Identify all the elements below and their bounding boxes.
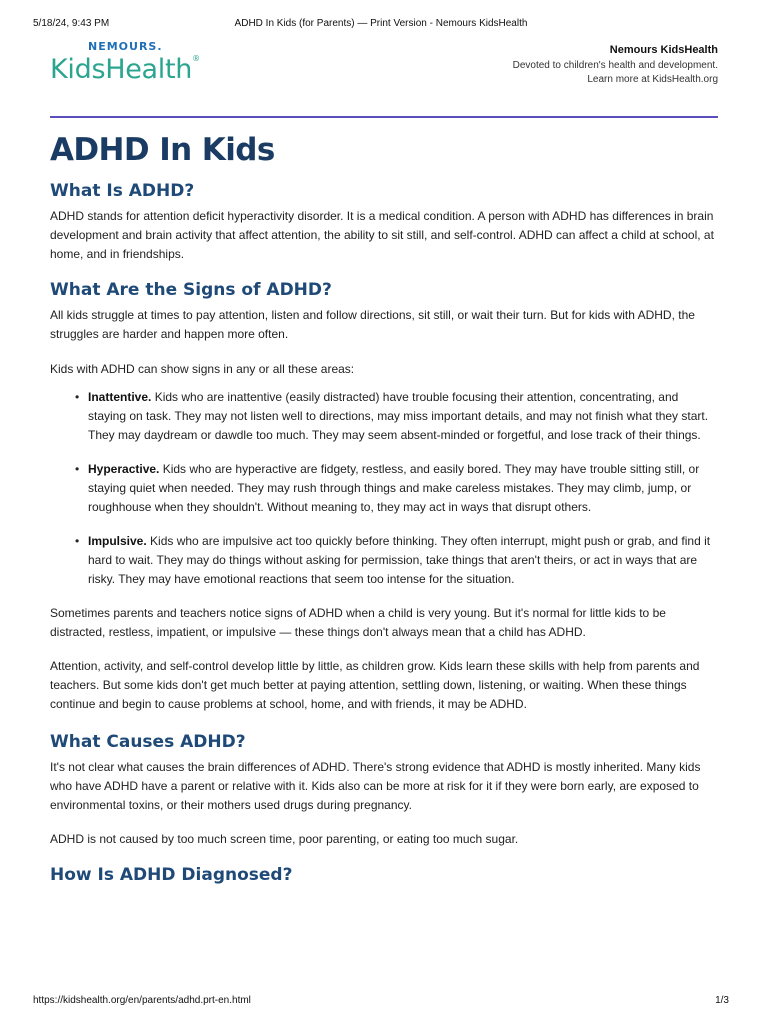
kidshealth-logo[interactable] (50, 40, 220, 90)
paragraph-development: Attention, activity, and self-control develop little by little, as children grow. Kids learn these skills with help from parents and teachers. But some kids don't get much better at paying attention, settling down, listening, or waiting. When these things continue and begin to cause problems at school, home, and with friends, it may be ADHD. (50, 659, 700, 711)
print-url[interactable]: https://kidshealth.org/en/parents/adhd.prt-en.html (33, 995, 251, 1006)
print-title: ADHD In Kids (for Parents) — Print Version - Nemours KidsHealth (234, 18, 528, 29)
sign-term: Hyperactive. (88, 462, 160, 476)
sign-text: Kids who are impulsive act too quickly before thinking. They often interrupt, might push or grab, and find it hard to wait. They may do things without asking for permission, take things that aren't theirs, or act in ways that are risky. They may have emotional reactions that seem too intense for the situation. (88, 534, 711, 586)
header-divider (50, 116, 718, 118)
paragraph-causes: It's not clear what causes the brain differences of ADHD. There's strong evidence that ADHD is mostly inherited. Many kids who have ADHD have a parent or relative with it. Kids also can be more at risk for it if they were born early, are exposed to environmental toxins, or their mothers used drugs during pregnancy. (50, 760, 701, 812)
logo-main-word: KidsHealth (50, 54, 193, 85)
page-title: ADHD In Kids (50, 132, 275, 168)
bullet-icon: • (75, 534, 80, 548)
bullet-icon: • (75, 462, 80, 476)
brand-tagline (513, 43, 718, 87)
section-heading-diagnosed: How Is ADHD Diagnosed? (50, 865, 293, 885)
article-body (50, 127, 716, 887)
sign-term: Impulsive. (88, 534, 147, 548)
print-page-number: 1/3 (715, 995, 729, 1006)
logo-kidshealth-text (50, 54, 200, 85)
print-header (33, 18, 729, 32)
sign-text: Kids who are inattentive (easily distracted) have trouble focusing their attention, concentrating, and staying on task. They may not listen well to directions, may miss important details, and may not finish what they start. They may daydream or dawdle too much. They may seem absent-minded or forgetful, and lose track of their things. (88, 390, 709, 442)
sign-text: Kids who are hyperactive are fidgety, restless, and easily bored. They may have trouble sitting still, or staying quiet when needed. They may rush through things and make careless mistakes. They may climb, jump, or roughhouse when they shouldn't. Without meaning to, they may act in ways that disrupt others. (88, 462, 700, 514)
list-item-impulsive (75, 532, 716, 589)
tagline-line-2: Learn more at KidsHealth.org (587, 74, 718, 85)
paragraph-signs-intro: All kids struggle at times to pay attention, listen and follow directions, sit still, or wait their turn. But for kids with ADHD, the struggles are harder and happen more often. (50, 308, 695, 341)
paragraph-not-caused-by: ADHD is not caused by too much screen time, poor parenting, or eating too much sugar. (50, 832, 519, 846)
section-heading-causes: What Causes ADHD? (50, 732, 246, 752)
sign-term: Inattentive. (88, 390, 152, 404)
print-footer (33, 995, 729, 1009)
list-item-inattentive (75, 388, 716, 445)
section-heading-signs: What Are the Signs of ADHD? (50, 280, 332, 300)
signs-list (50, 388, 716, 589)
paragraph-what-is-adhd: ADHD stands for attention deficit hyperactivity disorder. It is a medical condition. A person with ADHD has differences in brain development and brain activity that affect attention, the ability to sit still, and self-control. ADHD can affect a child at school, at home, and in friendships. (50, 209, 714, 261)
logo-nemours-text: NEMOURS. (88, 40, 163, 53)
bullet-icon: • (75, 390, 80, 404)
tagline-name: Nemours KidsHealth (609, 44, 718, 56)
list-item-hyperactive (75, 460, 716, 517)
paragraph-signs-areas: Kids with ADHD can show signs in any or all these areas: (50, 362, 355, 376)
paragraph-young-kids: Sometimes parents and teachers notice signs of ADHD when a child is very young. But it's normal for little kids to be distracted, restless, impatient, or impulsive — these things don't always mean that a child has ADHD. (50, 606, 666, 639)
logo-trademark: ® (192, 54, 200, 63)
tagline-line-1: Devoted to children's health and development. (512, 60, 718, 71)
section-heading-what-is-adhd: What Is ADHD? (50, 181, 195, 201)
print-datetime: 5/18/24, 9:43 PM (33, 18, 110, 29)
